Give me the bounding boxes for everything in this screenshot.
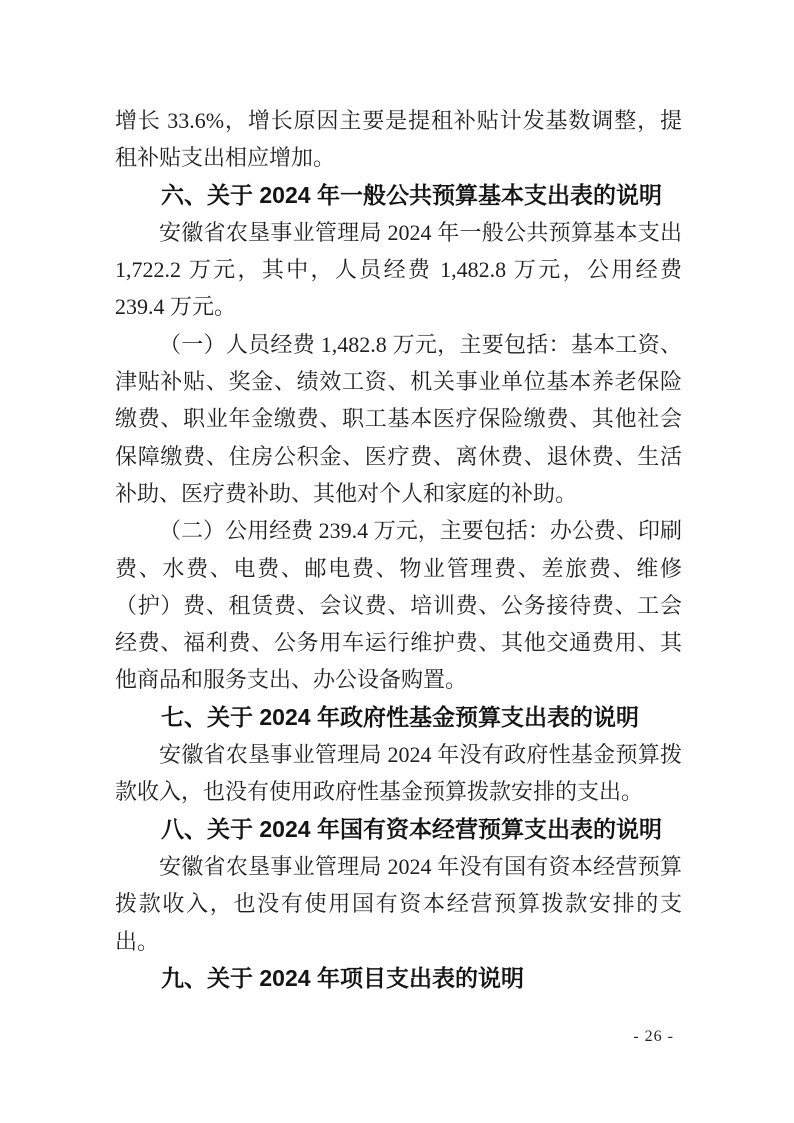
paragraph: 安徽省农垦事业管理局 2024 年没有国有资本经营预算拨款收入，也没有使用国有资本经营预算拨款安排的支出。: [115, 853, 682, 954]
section-heading-6: 六、关于 2024 年一般公共预算基本支出表的说明: [161, 181, 662, 208]
section-heading-9: 九、关于 2024 年项目支出表的说明: [161, 964, 524, 991]
paragraph: 安徽省农垦事业管理局 2024 年没有政府性基金预算拨款收入，也没有使用政府性基金预算拨款安排的支出。: [115, 742, 682, 805]
section-heading-7: 七、关于 2024 年政府性基金预算支出表的说明: [161, 703, 639, 730]
page-number: - 26 -: [633, 1028, 674, 1045]
section-heading-8: 八、关于 2024 年国有资本经营预算支出表的说明: [161, 815, 662, 842]
paragraph-continuation: 增长 33.6%，增长原因主要是提租补贴计发基数调整，提租补贴支出相应增加。: [115, 108, 682, 171]
paragraph: （二）公用经费 239.4 万元，主要包括：办公费、印刷费、水费、电费、邮电费、物业管理费、差旅费、维修（护）费、租赁费、会议费、培训费、公务接待费、工会经费、福利费、公务用车运行维护费、其他交通费用、其他商品和服务支出、办公设备购置。: [115, 518, 682, 693]
paragraph: 安徽省农垦事业管理局 2024 年一般公共预算基本支出 1,722.2 万元，其中，人员经费 1,482.8 万元，公用经费 239.4 万元。: [115, 219, 682, 320]
paragraph: （一）人员经费 1,482.8 万元，主要包括：基本工资、津贴补贴、奖金、绩效工资、机关事业单位基本养老保险缴费、职业年金缴费、职工基本医疗保险缴费、其他社会保障缴费、住房公积金、医疗费、离休费、退休费、生活补助、医疗费补助、其他对个人和家庭的补助。: [115, 331, 682, 506]
page-body: [115, 102, 682, 997]
